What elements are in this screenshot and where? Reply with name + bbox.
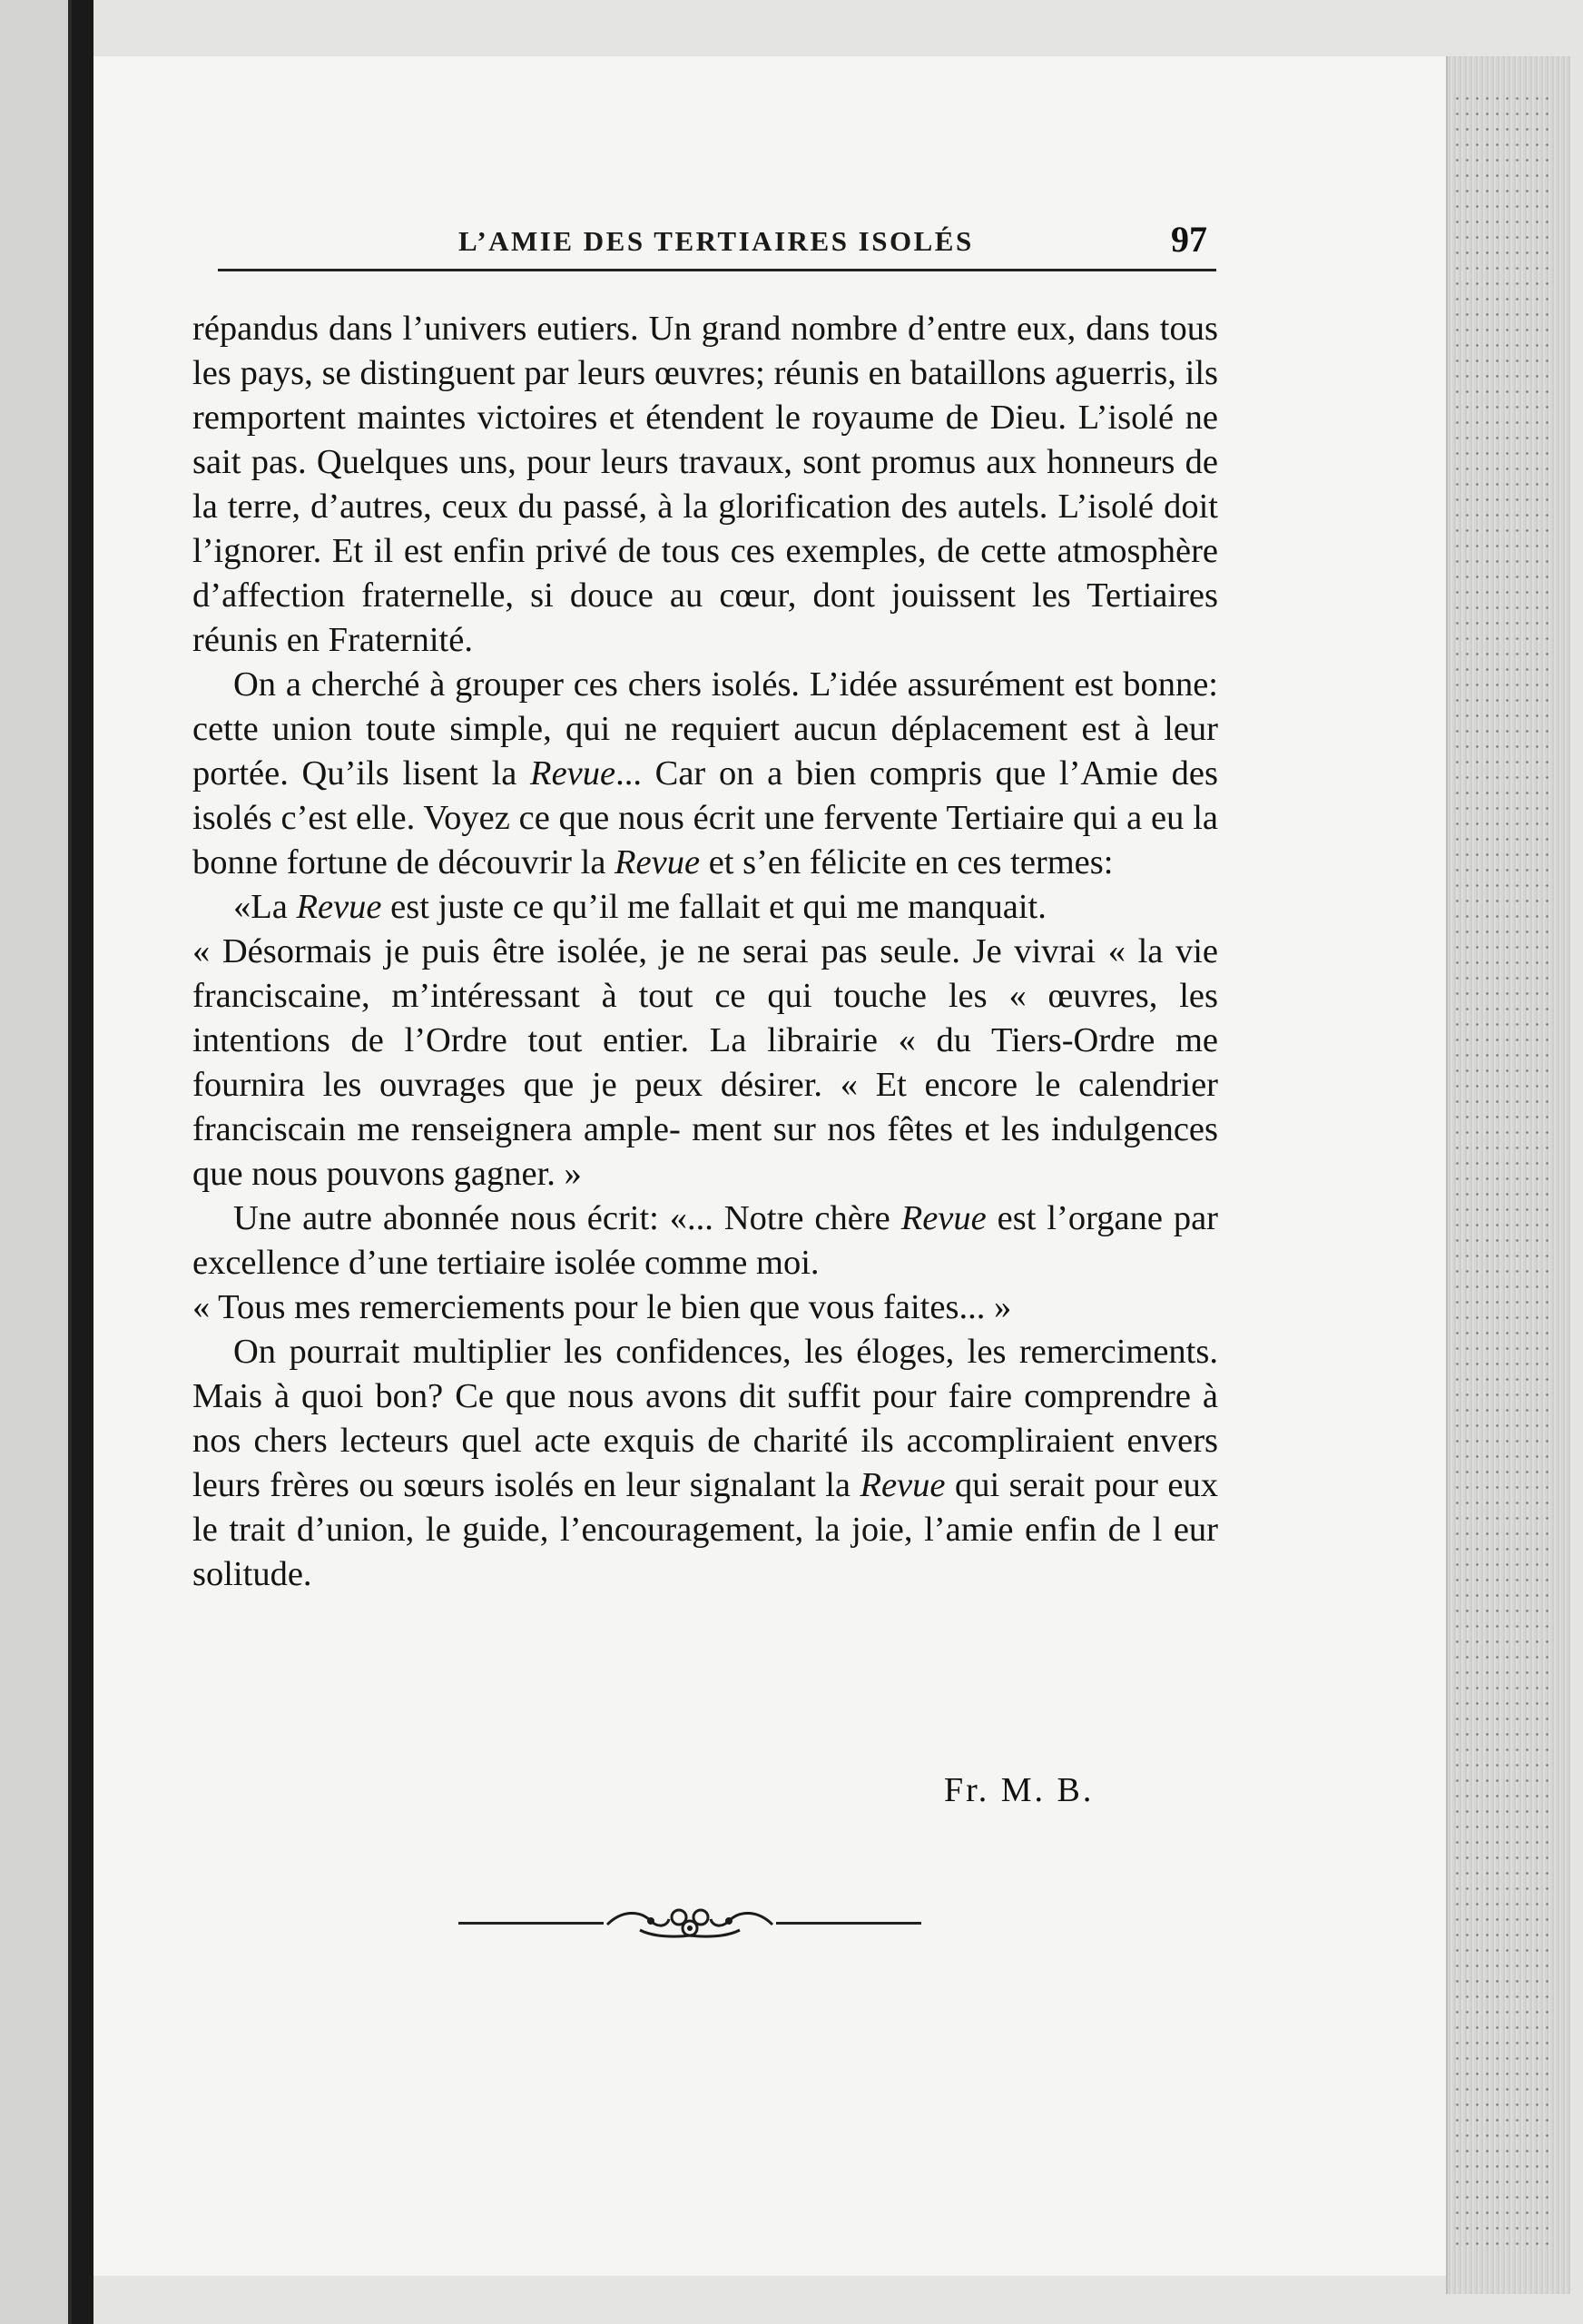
italic-revue: Revue (530, 754, 616, 793)
quote-line-3: « Tous mes remerciements pour le bien que vous faites... » (192, 1288, 1012, 1326)
page-header (218, 218, 1216, 272)
left-page-edge (0, 0, 72, 2324)
quote-line: « la vie franciscaine, m’intéressant à tout ce qui touche les (192, 932, 1218, 1015)
paragraph-1 (192, 307, 1218, 663)
quote-line: « Désormais je puis être isolée, je ne serai pas seule. Je vivrai (192, 932, 1108, 970)
header-rule (218, 269, 1216, 271)
author-signature: Fr. M. B. (944, 1771, 1095, 1809)
italic-revue: Revue (860, 1466, 946, 1504)
text-line: eux, dans tous les pays, se distinguent par leurs œuvres; (192, 310, 1218, 392)
italic-revue: Revue (296, 888, 382, 926)
running-title: L’AMIE DES TERTIAIRES ISOLÉS (458, 225, 974, 257)
text-line: réunis en bataillons aguerris, ils remportent maintes victoires (192, 354, 1219, 437)
text-run: est juste ce qu’il me fallait et qui me manquait. (381, 888, 1047, 926)
text-line: et étendent le royaume de Dieu. L’isolé ne sait pas. Quelques (192, 399, 1218, 481)
text-run: et s’en félicite en ces termes: (700, 843, 1114, 881)
page-number: 97 (1171, 219, 1207, 260)
text-line: d’autres, ceux du passé, à la glorification des autels. L’isolé (310, 487, 1165, 526)
text-run: On pourrait multiplier les confidences, les éloges, les remerciments. Mais à quoi bon? Ce que nous avons dit suffit pour faire comprendre à nos chers lecteurs quel acte exquis de charité ils accompliraient envers leurs frères ou sœurs isolés en leur signalant la (192, 1333, 1218, 1504)
text-line: doit l’ignorer. Et il est enfin privé de tous ces exemples, (192, 487, 1218, 570)
scroll-ornament-icon (604, 1901, 776, 1943)
paragraph-2 (192, 663, 1218, 885)
text-run: est l’organe par excellence d’une tertiaire isolée comme moi. (192, 1199, 1218, 1282)
ornament-divider (458, 1897, 921, 1943)
italic-revue: Revue (900, 1199, 987, 1237)
quote-line: « Et encore le calendrier franciscain me renseignera ample- (192, 1066, 1218, 1148)
text-run: Une autre abonnée nous écrit: «... Notre chère (233, 1199, 901, 1237)
quotation-continued (192, 930, 1218, 1196)
quotation (192, 885, 1218, 930)
paragraph-3 (192, 1196, 1218, 1285)
text-line: uns, pour leurs travaux, sont promus aux honneurs de la terre, (192, 443, 1218, 526)
article-body (192, 307, 1218, 1597)
quote-line: ment sur nos fêtes et les indulgences que nous pouvons gagner. » (192, 1110, 1219, 1193)
text-run: qui serait pour eux le trait d’union, le guide, l’encouragement, la joie, l’amie enfin de l eur solitude. (192, 1466, 1218, 1593)
text-line: répandus dans l’univers eutiers. Un grand nombre d’entre (192, 310, 1018, 348)
book-gutter (72, 0, 93, 2324)
quote-line: « œuvres, les intentions de l’Ordre tout entier. La librairie (192, 977, 1218, 1059)
text-line: dont jouissent les Tertiaires réunis en Fraternité. (192, 576, 1218, 659)
text-run: On a cherché à grouper ces chers isolés. L’idée assurément est bonne: cette union toute simple, qui ne requiert aucun déplacement est à leur portée. Qu’ils lisent la (192, 665, 1218, 793)
quote-line: « du Tiers-Ordre me fournira les ouvrages que je peux désirer. (192, 1021, 1218, 1104)
paragraph-4 (192, 1330, 1218, 1597)
page-edge-speckle (1452, 91, 1552, 2251)
divider-right-line (776, 1922, 921, 1925)
divider-left-line (458, 1922, 604, 1925)
text-line: de cette atmosphère d’affection fraternelle, si douce au cœur, (192, 532, 1218, 615)
text-run: «La (233, 888, 297, 926)
text-run: ... Car on a bien compris que l’Amie des isolés c’est elle. Voyez ce que nous écrit une fervente Tertiaire qui a eu la bonne fortune de découvrir la (192, 754, 1218, 881)
italic-revue: Revue (615, 843, 701, 881)
